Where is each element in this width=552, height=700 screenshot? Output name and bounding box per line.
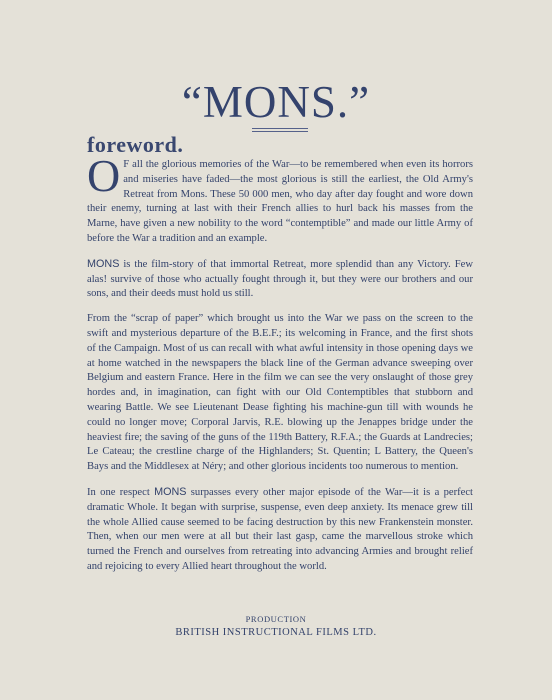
paragraph-4-text: surpasses every other major episode of the War—it is a perfect dramatic Whole. It began with surprise, suspense, even deep anxiety. Its menace grew till the whole Allied cause seemed to be facing destruction by this new Frankenstein monster. Then, when our men were at all but their last gasp, came the marvellous stroke which turned the French and ourselves from retreating into advancing Armies and brought relief and rejoicing to every Allied heart throughout the world. [87, 486, 473, 572]
page-title: “MONS.” [181, 77, 371, 127]
foreword-heading: foreword. [87, 132, 184, 157]
paragraph-1 [87, 150, 473, 247]
paragraph-1-text: F all the glorious memories of the War—to be remembered when even its horrors and miseries have faded—the most glorious is still the earliest, the Old Army's Retreat from Mons. These 50 000 men, who day after day fought and wore down their enemy, turning at last with their French allies to hurl back his masses from the Marne, have given a new nobility to the word “contemptible” and made our little Army of before the War a tradition and an example. [87, 159, 473, 244]
paragraph-4-prefix: In one respect [87, 486, 155, 498]
title-underline [252, 128, 308, 132]
production-company: BRITISH INSTRUCTIONAL FILMS LTD. [175, 627, 377, 638]
film-name: MONS [87, 257, 120, 270]
foreword-body [87, 150, 473, 585]
paragraph-4 [87, 485, 473, 575]
paragraph-3: From the “scrap of paper” which brought us into the War we pass on the screen to the swift and mysterious departure of the B.E.F.; its welcoming in France, and the first shots of the Campaign. Most of us can recall with what awful intensity in those opening days we at home watched in the newspapers the black line of the German advance sweeping over Belgium and eastern France. Here in the film we can see the very onslaught of those grey hordes and, in imagination, can fight with our Old Contemptibles that stubborn and wearing Battle. We see Lieutenant Dease fighting his machine-gun till with wounds he could no longer move; Corporal Jarvis, R.E. blowing up the Jenappes bridge under the heaviest fire; the saving of the guns of the 119th Battery, R.F.A.; the Guards at Landrecies; Le Cateau; the crestline charge of the Highlanders; St. Quentin; L Battery, the Queen's Bays and the Middlesex at Néry; and other glorious incidents too numerous to mention. [87, 313, 473, 473]
production-label: PRODUCTION [245, 614, 307, 624]
drop-cap: O [87, 150, 121, 201]
paragraph-2-text: is the film-story of that immortal Retreat, more splendid than any Victory. Few alas! survive of those who actually fought through it, but they were our brothers and our sons, and their deeds must hold us still. [87, 258, 473, 300]
paragraph-2 [87, 257, 473, 302]
film-name: MONS [154, 485, 187, 498]
